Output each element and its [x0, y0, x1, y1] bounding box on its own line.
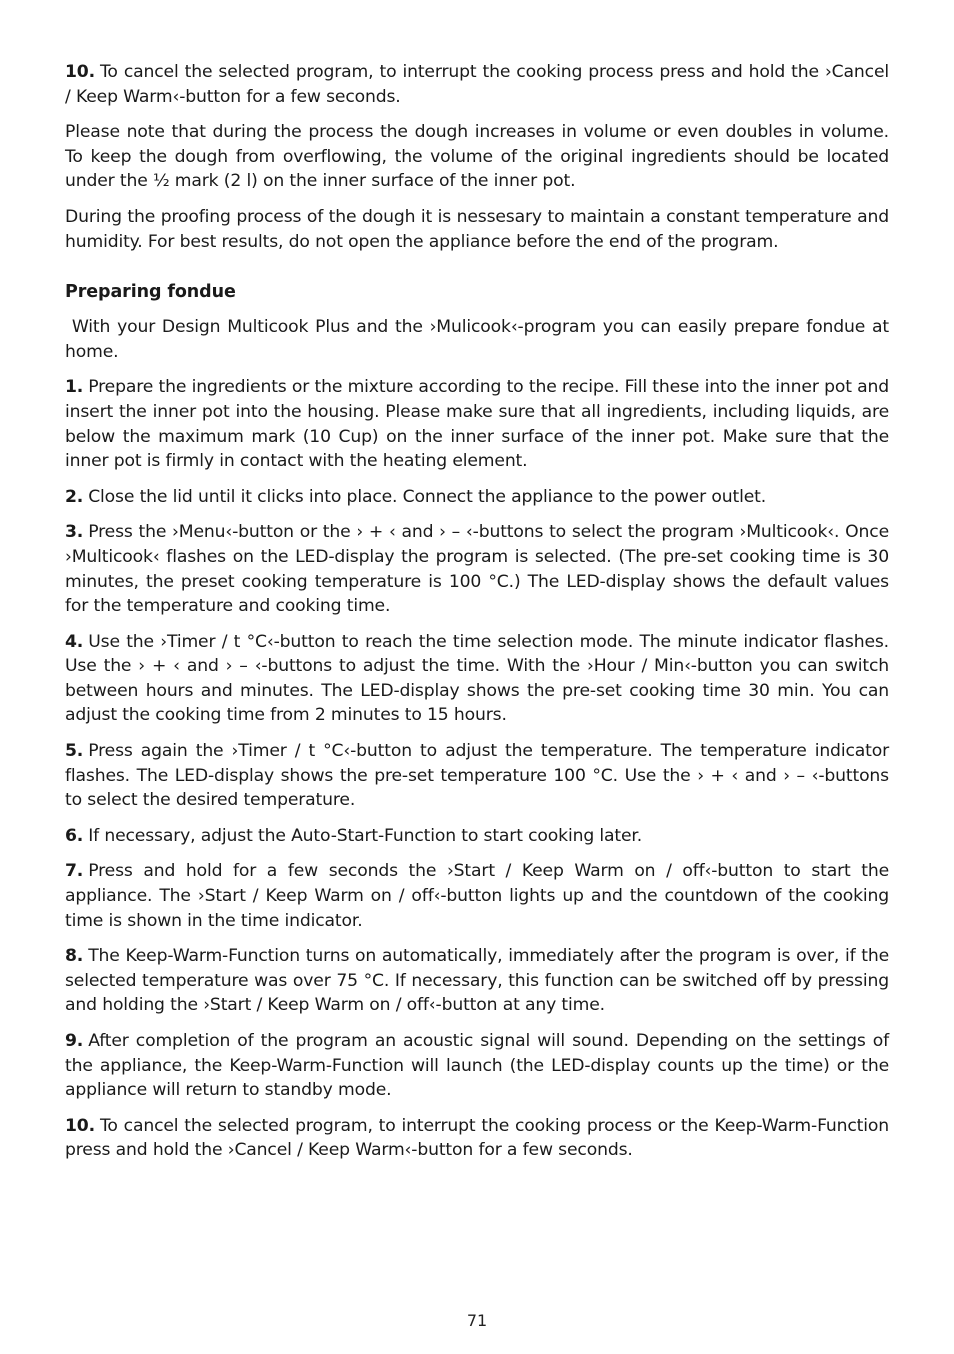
fondue-step-6	[65, 824, 889, 849]
fondue-step-1	[65, 375, 889, 473]
fondue-step-7	[65, 859, 889, 933]
step-text: Press again the ›Timer / t °C‹-button to adjust the temperature. The temperature indicator flashes. The LED-display shows the pre-set temperature 100 °C. Use the › + ‹ and › – ‹-buttons to select the desired temperature.	[65, 741, 889, 811]
fondue-step-9	[65, 1029, 889, 1103]
step-number: 8.	[65, 946, 84, 967]
step-text: Prepare the ingredients or the mixture according to the recipe. Fill these into the inner pot and insert the inner pot into the housing. Please make sure that all ingredients, including liquids, are below the maximum mark (10 Cup) on the inner surface of the inner pot. Make sure that the inner pot is firmly in contact with the heating element.	[65, 377, 889, 472]
step-text: Press and hold for a few seconds the ›Start / Keep Warm on / off‹-button to start the appliance. The ›Start / Keep Warm on / off‹-button lights up and the countdown of the cooking time is shown in the time indicator.	[65, 861, 889, 931]
fondue-step-8	[65, 944, 889, 1018]
fondue-step-2	[65, 485, 889, 510]
step-number: 5.	[65, 741, 84, 762]
step-number: 6.	[65, 825, 84, 846]
proofing-note: During the proofing process of the dough it is nessesary to maintain a constant temperature and humidity. For best results, do not open the appliance before the end of the program.	[65, 206, 889, 252]
step-text: To cancel the selected program, to interrupt the cooking process or the Keep-Warm-Function press and hold the ›Cancel / Keep Warm‹-button for a few seconds.	[65, 1115, 889, 1161]
step-number: 9.	[65, 1031, 84, 1051]
step-text: Use the ›Timer / t °C‹-button to reach the time selection mode. The minute indicator flashes. Use the › + ‹ and › – ‹-buttons to adjust the time. With the ›Hour / Min‹-button you can switch between hours and minutes. The LED-display shows the pre-set cooking time 30 min. You can adjust the cooking time from 2 minutes to 15 hours.	[65, 631, 889, 726]
fondue-step-3	[65, 520, 889, 618]
step-text: The Keep-Warm-Function turns on automatically, immediately after the program is over, if the selected temperature was over 75 °C. If necessary, this function can be switched off by pressing and holding the ›Start / Keep Warm on / off‹-button at any time.	[65, 946, 889, 1016]
step-number: 1.	[65, 377, 84, 398]
volume-note: Please note that during the process the dough increases in volume or even doubles in volume. To keep the dough from overflowing, the volume of the original ingredients should be located under the ½ mark (2 l) on the inner surface of the inner pot.	[65, 122, 889, 192]
step-text: After completion of the program an acoustic signal will sound. Depending on the settings of the appliance, the Keep-Warm-Function will launch (the LED-display counts up the time) or the appliance will return to standby mode.	[65, 1031, 889, 1101]
step-number: 10.	[65, 1115, 95, 1136]
fondue-step-4	[65, 630, 889, 728]
fondue-step-10	[65, 1114, 889, 1163]
step-text: If necessary, adjust the Auto-Start-Function to start cooking later.	[88, 825, 643, 846]
section-intro: With your Design Multicook Plus and the ›Mulicook‹-program you can easily prepare fondue at home.	[65, 317, 895, 362]
section-heading: Preparing fondue	[65, 282, 236, 303]
step-number: 4.	[65, 631, 84, 652]
page-content	[65, 60, 895, 1174]
step-number: 2.	[65, 486, 84, 507]
step-text: Press the ›Menu‹-button or the › + ‹ and › – ‹-buttons to select the program ›Multicook‹. Once ›Multicook‹ flashes on the LED-display the program is selected. (The pre-set cooking time is 30 minutes, the preset cooking temperature is 100 °C.) The LED-display shows the default values for the temperature and cooking time.	[65, 522, 889, 617]
step-number: 10.	[65, 62, 95, 82]
step-10-cancel-paragraph	[65, 60, 889, 109]
step-number: 3.	[65, 522, 84, 543]
step-number: 7.	[65, 861, 84, 882]
fondue-step-5	[65, 739, 889, 813]
page-number: 71	[466, 1311, 488, 1330]
step-text: To cancel the selected program, to interrupt the cooking process press and hold the ›Cancel / Keep Warm‹-button for a few seconds.	[65, 62, 889, 107]
step-text: Close the lid until it clicks into place. Connect the appliance to the power outlet.	[88, 486, 767, 507]
